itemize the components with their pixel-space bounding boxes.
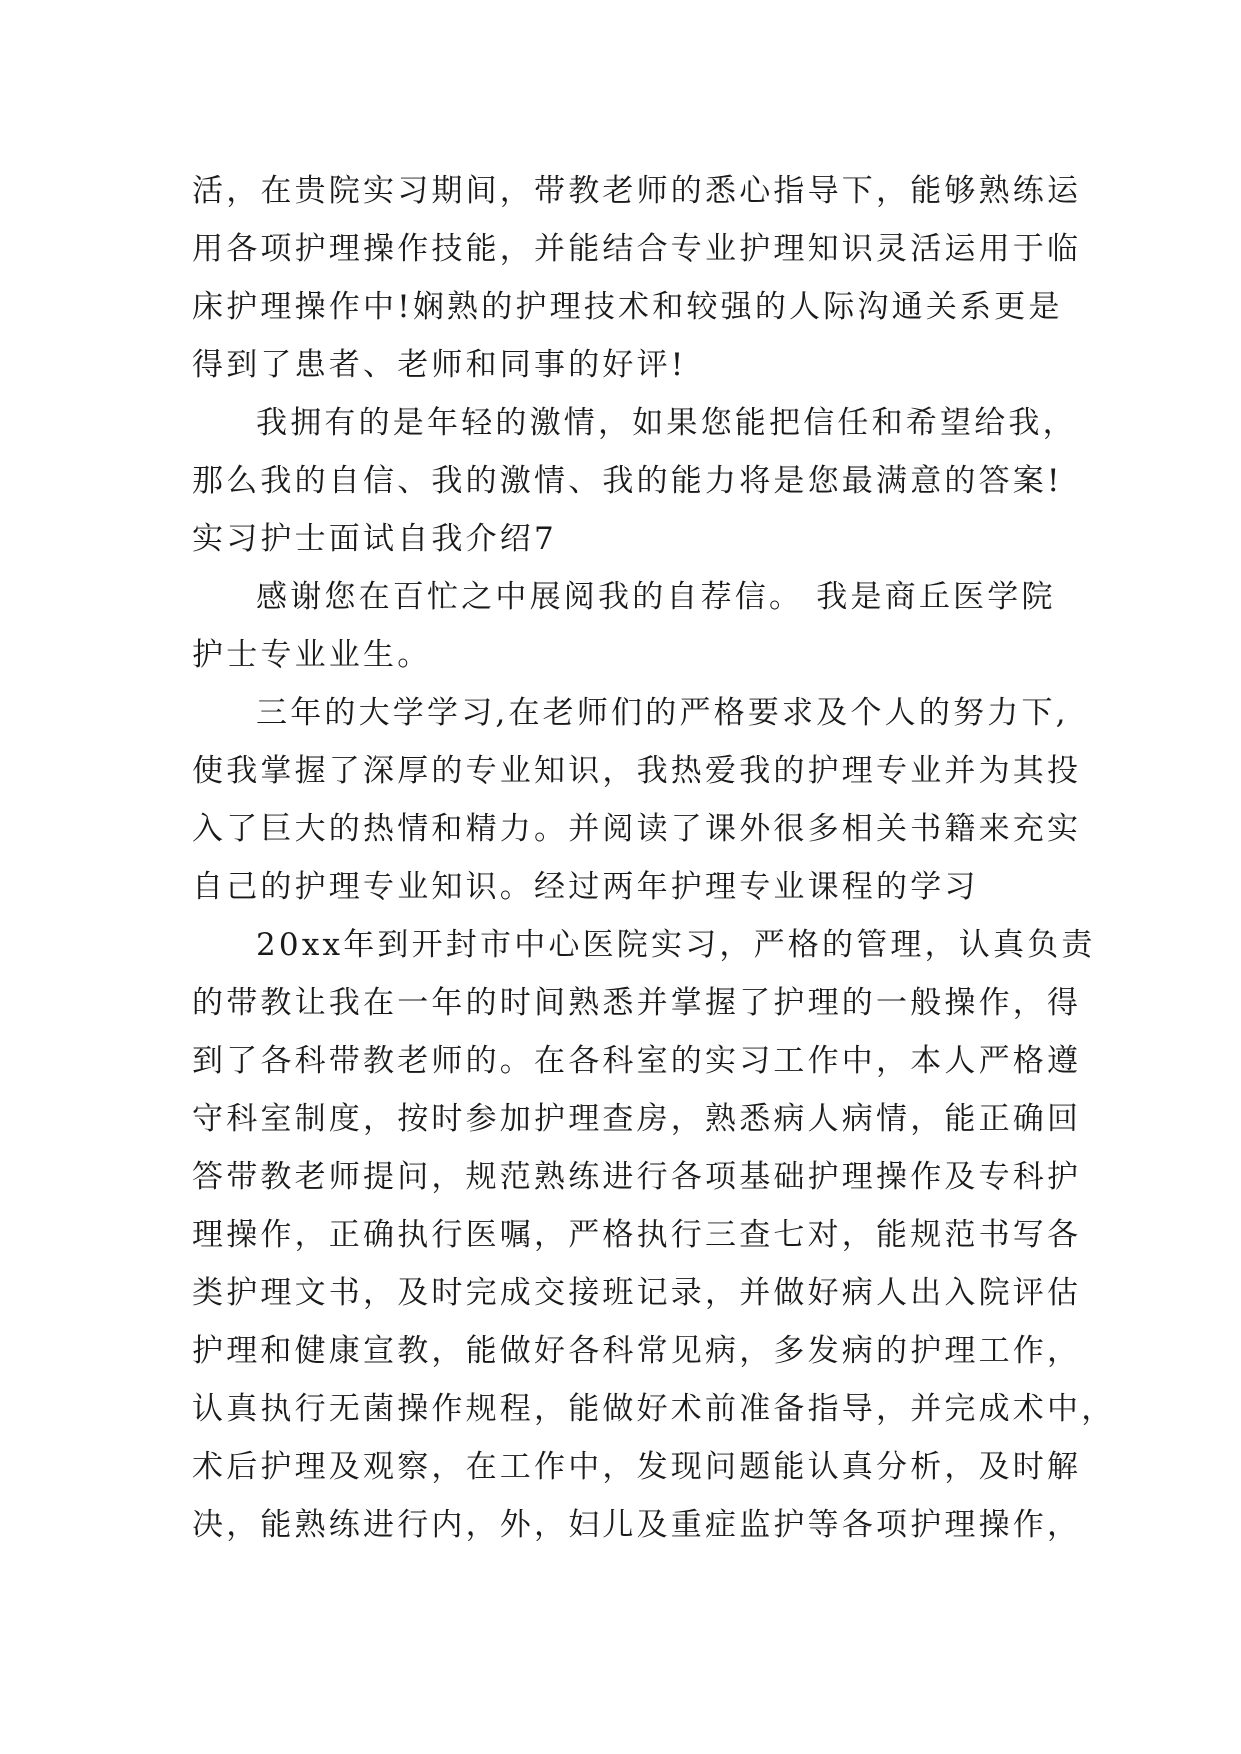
text-line: 自己的护理专业知识。经过两年护理专业课程的学习 (192, 869, 979, 905)
text-line: 决，能熟练进行内，外，妇儿及重症监护等各项护理操作， (192, 1507, 1082, 1543)
text-line: 认真执行无菌操作规程，能做好术前准备指导，并完成术中， (192, 1391, 1116, 1427)
text-line: 我拥有的是年轻的激情，如果您能把信任和希望给我， (256, 405, 1077, 441)
text-line: 类护理文书，及时完成交接班记录，并做好病人出入院评估 (192, 1275, 1082, 1311)
text-line: 三年的大学学习,在老师们的严格要求及个人的努力下, (256, 695, 1069, 731)
text-line: 的带教让我在一年的时间熟悉并掌握了护理的一般操作，得 (192, 985, 1082, 1021)
text-line: 得到了患者、老师和同事的好评! (192, 347, 687, 383)
text-line: 入了巨大的热情和精力。并阅读了课外很多相关书籍来充实 (192, 811, 1082, 847)
text-line: 床护理操作中!娴熟的护理技术和较强的人际沟通关系更是 (192, 289, 1063, 325)
section-heading: 实习护士面试自我介绍7 (192, 521, 557, 557)
text-line: 护士专业业生。 (192, 637, 432, 673)
text-line: 那么我的自信、我的激情、我的能力将是您最满意的答案! (192, 463, 1063, 499)
text-line: 使我掌握了深厚的专业知识，我热爱我的护理专业并为其投 (192, 753, 1082, 789)
text-line: 答带教老师提问，规范熟练进行各项基础护理操作及专科护 (192, 1159, 1082, 1195)
text-line: 用各项护理操作技能，并能结合专业护理知识灵活运用于临 (192, 231, 1082, 267)
text-line: 20xx年到开封市中心医院实习，严格的管理，认真负责 (256, 927, 1096, 963)
text-line: 到了各科带教老师的。在各科室的实习工作中，本人严格遵 (192, 1043, 1082, 1079)
text-line: 理操作，正确执行医嘱，严格执行三查七对，能规范书写各 (192, 1217, 1082, 1253)
text-line: 守科室制度，按时参加护理查房，熟悉病人病情，能正确回 (192, 1101, 1082, 1137)
text-line: 活，在贵院实习期间，带教老师的悉心指导下，能够熟练运 (192, 173, 1082, 209)
text-line: 护理和健康宣教，能做好各科常见病，多发病的护理工作， (192, 1333, 1082, 1369)
text-line: 感谢您在百忙之中展阅我的自荐信。 我是商丘医学院 (256, 579, 1056, 615)
document-body (192, 162, 1116, 1554)
text-line: 术后护理及观察，在工作中，发现问题能认真分析，及时解 (192, 1449, 1082, 1485)
